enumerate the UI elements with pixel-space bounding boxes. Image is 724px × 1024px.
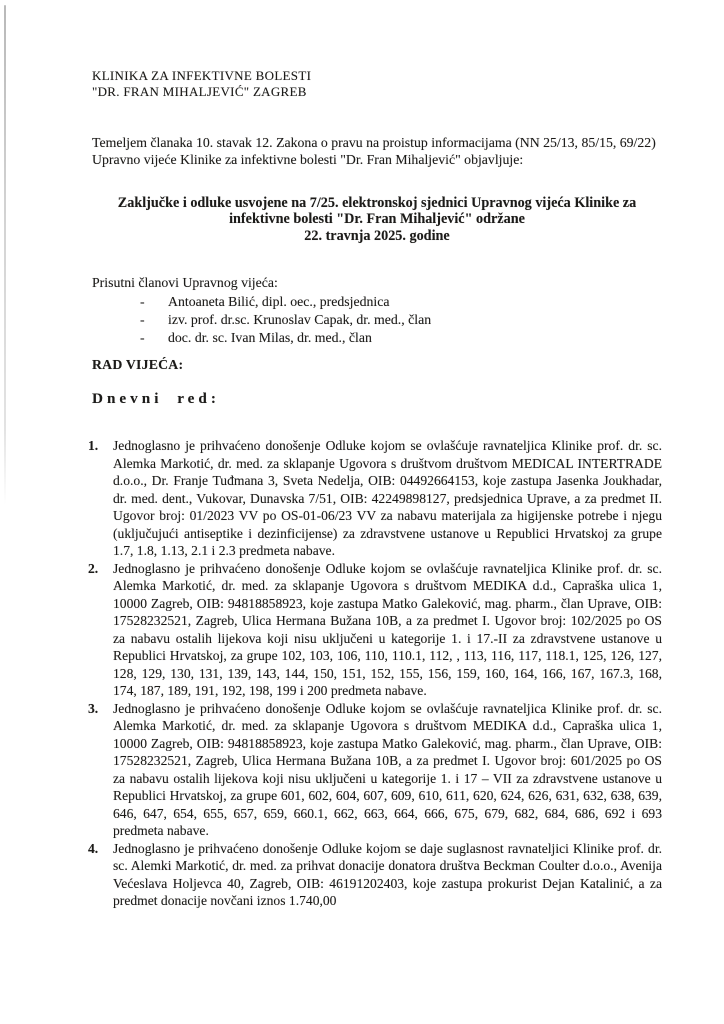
attendees-list [92, 293, 662, 347]
attendee-name: doc. dr. sc. Ivan Milas, dr. med., član [168, 330, 372, 346]
item-text: Jednoglasno je prihvaćeno donošenje Odluke kojom se ovlašćuje ravnateljica Klinike prof. dr. sc. Alemka Markotić, dr. med. za sklapanje Ugovora s društvom društvom MEDICAL INTERTRADE d.o.o., Dr. Franje Tuđmana 3, Sveta Nedelja, OIB: 04492664153, koje zastupa Jasenka Joukhadar, dr. med. dent., Vukovar, Dunavska 7/51, OIB: 42249898127, predsjednica Uprave, a za predmet II. Ugovor broj: 01/2023 VV po OS-01-06/23 VV za nabavu materijala za higijenske potrebe i njegu (uključujući antiseptike i dezinficijense) za zdravstvene ustanove u Republici Hrvatskoj za grupe 1.7, 1.8, 1.13, 2.1 i 2.3 predmeta nabave. [113, 438, 662, 559]
attendee-name: Antoaneta Bilić, dipl. oec., predsjednica [168, 294, 390, 310]
item-number: 4. [88, 840, 99, 856]
item-number: 3. [88, 700, 99, 716]
title-line-1: Zaključke i odluke usvojene na 7/25. elektronskoj sjednici Upravnog vijeća Klinike za [117, 194, 637, 211]
title-line-2: infektivne bolesti "Dr. Fran Mihaljević" održane [229, 211, 525, 228]
attendee-row [92, 329, 662, 347]
list-dash: - [140, 330, 145, 346]
agenda-item-2 [88, 560, 662, 700]
letterhead-line2: "DR. FRAN MIHALJEVIĆ" ZAGREB [92, 83, 307, 99]
council-work-heading: RAD VIJEĆA: [92, 357, 184, 373]
item-text: Jednoglasno je prihvaćeno donošenje Odluke kojom se ovlašćuje ravnateljica Klinike prof. dr. sc. Alemka Markotić, dr. med. za sklapanje Ugovora s društvom MEDIKA d.d., Capraška ulica 1, 10000 Zagreb, OIB: 94818858923, koje zastupa Matko Galeković, mag. pharm., član Uprave, OIB: 17528232521, Zagreb, Ulica Hermana Bužana 10B, a za predmet I. Ugovor broj: 601/2025 po OS za nabavu ostalih lijekova koji nisu uključeni u kategorije 1. i 17 – VII za zdravstvene ustanove u Republici Hrvatskoj, za grupe 601, 602, 604, 607, 609, 610, 611, 620, 624, 626, 631, 632, 638, 639, 646, 647, 654, 655, 657, 659, 660.1, 662, 663, 664, 666, 675, 679, 682, 684, 686, 692 i 693 predmeta nabave. [113, 700, 662, 839]
attendee-name: izv. prof. dr.sc. Krunoslav Capak, dr. med., član [168, 312, 432, 328]
agenda-item-3 [88, 700, 662, 840]
item-number: 1. [88, 438, 99, 454]
item-text: Jednoglasno je prihvaćeno donošenje Odluke kojom se ovlašćuje ravnateljica Klinike prof. dr. sc. Alemka Markotić, dr. med. za sklapanje Ugovora s društvom MEDIKA d.d., Capraška ulica 1, 10000 Zagreb, OIB: 94818858923, koje zastupa Matko Galeković, mag. pharm., član Uprave, OIB: 17528232521, Zagreb, Ulica Hermana Bužana 10B, a za predmet I. Ugovor broj: 102/2025 po OS za nabavu ostalih lijekova koji nisu uključeni u kategorije 1. i 17.-II za zdravstvene ustanove u Republici Hrvatskoj, za grupe 102, 103, 106, 110, 110.1, 112, , 113, 116, 117, 118.1, 125, 126, 127, 128, 129, 130, 131, 139, 143, 144, 150, 151, 152, 155, 156, 159, 160, 164, 166, 167, 167.3, 168, 174, 187, 189, 191, 192, 198, 199 i 200 predmeta nabave. [113, 560, 662, 699]
agenda-items [88, 437, 662, 910]
document-title [92, 195, 662, 245]
agenda-heading: Dnevni red: [92, 390, 220, 408]
attendee-row [92, 311, 662, 329]
list-dash: - [140, 294, 145, 310]
agenda-item-4 [88, 840, 662, 910]
scan-edge-shadow [4, 5, 6, 505]
agenda-item-1 [88, 437, 662, 560]
title-line-3: 22. travnja 2025. godine [304, 227, 450, 244]
list-dash: - [140, 312, 145, 328]
letterhead-line1: KLINIKA ZA INFEKTIVNE BOLESTI [92, 68, 312, 83]
document-content [88, 0, 662, 910]
item-text: Jednoglasno je prihvaćeno donošenje Odluke kojom se daje suglasnost ravnateljici Klinike prof. dr. sc. Alemki Markotić, dr. med. za prihvat donacije donatora društva Beckman Coulter d.o.o., Avenija Većeslava Holjevca 40, Zagreb, OIB: 46191202403, koje zastupa prokurist Dejan Katalinić, a za predmet donacije novčani iznos 1.740,00 [113, 840, 662, 909]
attendee-row [92, 293, 662, 311]
attendees-heading: Prisutni članovi Upravnog vijeća: [92, 275, 278, 291]
item-number: 2. [88, 560, 99, 576]
letterhead [92, 68, 662, 99]
intro-paragraph: Temeljem članaka 10. stavak 12. Zakona o pravu na proistup informacijama (NN 25/13, 85/15, 69/22) Upravno vijeće Klinike za infektivne bolesti "Dr. Fran Mihaljević" objavljuje: [92, 135, 656, 167]
